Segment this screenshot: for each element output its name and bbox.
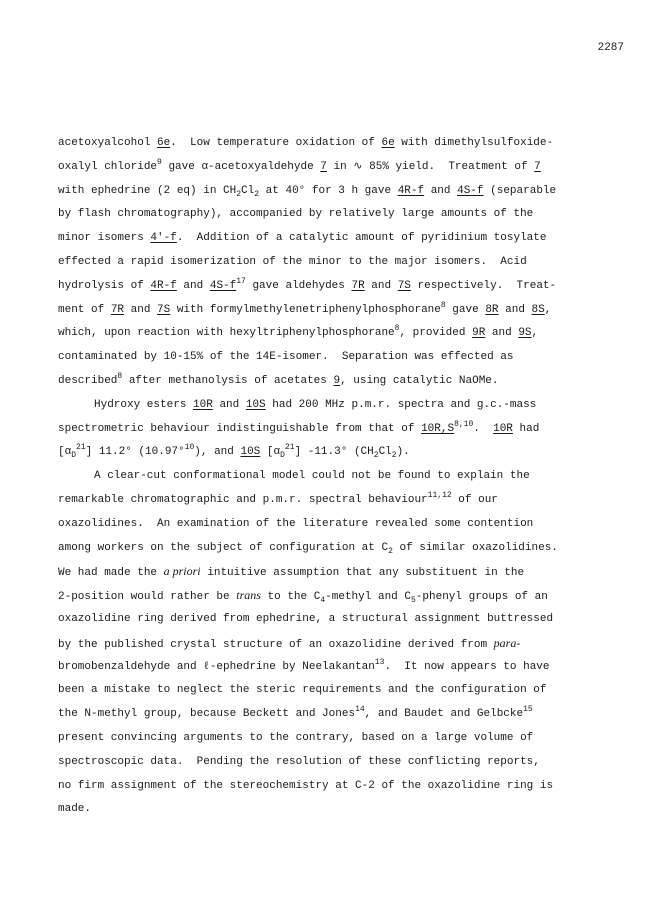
compound-label: 7 [534,160,541,173]
text-segment: [α [58,446,72,459]
text-line [58,299,618,323]
text-segment: spectrometric behaviour indistinguishable from that of [58,422,422,435]
text-segment: with ephedrine (2 eq) in CH [58,184,237,197]
superscript: 15 [523,705,533,715]
text-segment: respectively. Treat- [410,279,557,292]
text-segment: described [58,374,118,387]
compound-label: 4R-f [150,279,177,292]
text-segment: 2-position would rather be [58,591,237,604]
text-line [58,275,618,299]
compound-label: 10R [493,422,513,435]
text-segment: effected a rapid isomerization of the minor to the major isomers. Acid [58,255,527,268]
compound-label: 7S [397,279,411,292]
text-segment: ment of [58,303,111,316]
text-segment: ] 11.2° (10.97° [85,446,185,459]
superscript: 10 [184,443,195,453]
text-segment: with formylmethylenetriphenylphosphorane [170,303,441,316]
text-line [58,679,618,703]
text-segment: bromobenzaldehyde and ℓ-ephedrine by Neelakantan [58,660,375,673]
text-segment: and [176,279,210,292]
compound-label: 6e [381,137,395,149]
text-segment: in ∿ 85% yield. Treatment of [326,160,535,173]
text-segment: gave α-acetoxyaldehyde [161,160,321,173]
text-line [58,608,618,632]
text-segment: gave aldehydes [245,279,352,292]
text-segment: spectroscopic data. Pending the resolution of these conflicting reports, [58,755,540,768]
text-segment: to the C [260,591,321,604]
superscript: 21 [76,443,86,453]
subscript: 2 [236,189,242,199]
text-segment: oxazolidine ring derived from ephedrine, a structural assignment buttressed [58,612,554,625]
text-segment: and [364,279,398,292]
text-segment: of similar oxazolidines. [392,541,558,554]
italic-text: para- [493,635,521,650]
compound-label: 7R [110,303,125,316]
text-line [58,751,618,775]
compound-label: 4'-f [150,232,177,245]
compound-label: 7S [157,303,171,316]
text-segment: among workers on the subject of configuration at C [58,541,389,554]
subscript: 2 [373,451,379,461]
compound-label: 4R-f [397,184,425,197]
text-segment: Hydroxy esters [94,398,194,411]
subscript: 2 [391,451,397,461]
text-segment: . Low temperature oxidation of [170,137,382,149]
superscript: 11,12 [427,490,452,500]
text-line [58,537,618,561]
text-line [58,775,618,799]
superscript: 8 [117,371,123,381]
compound-label: 4S-f [457,184,484,197]
text-segment: [α [260,446,281,459]
text-segment: been a mistake to neglect the steric requirements and the configuration of [58,684,547,697]
text-segment: contaminated by 10-15% of the 14E-isomer. Separation was effected as [58,351,514,364]
text-segment: had [512,422,540,435]
text-segment: and [212,398,246,411]
italic-text: trans [236,588,261,603]
text-line [58,180,618,204]
subscript: 2 [254,189,260,199]
compound-label: 6e [157,137,171,149]
text-segment: remarkable chromatographic and p.m.r. spectral behaviour [58,493,428,506]
text-segment: of our [451,493,498,506]
text-segment: , using catalytic NaOMe. [340,374,499,387]
text-segment: , and Baudet and Gelbcke [364,708,524,721]
subscript: 4 [320,596,326,606]
compound-label: 9 [333,374,341,387]
superscript: 21 [284,443,295,453]
text-segment: , [531,327,539,340]
text-segment: intuitive assumption that any substituent in the [200,567,525,580]
compound-label: 8R [485,303,499,316]
text-line [58,632,618,656]
text-segment: and [485,327,519,340]
compound-label: 8S [531,303,545,316]
text-line [58,251,618,275]
text-line [58,489,618,513]
superscript: 14 [355,705,365,715]
text-line [58,560,618,584]
superscript: 8 [394,324,400,334]
text-segment: . [473,422,494,435]
subscript: 5 [410,596,416,606]
text-segment: , provided [399,327,473,340]
text-segment: ). [396,446,410,459]
text-segment: present convincing arguments to the contrary, based on a large volume of [58,731,534,744]
compound-label: 9S [518,327,532,340]
subscript: 2 [388,546,393,556]
compound-label: 10S [240,446,261,459]
text-segment: with dimethylsulfoxide- [394,137,554,149]
compound-label: 10R,S [421,422,455,435]
text-segment: , [544,303,552,316]
text-line [58,441,618,465]
subscript: D [280,451,285,461]
text-line [58,132,618,156]
text-segment: gave [445,303,486,316]
text-segment: made. [58,803,92,816]
text-segment: by the published crystal structure of an oxazolidine derived from [58,638,494,651]
text-segment: . It now appears to have [384,660,550,673]
text-line [58,322,618,346]
superscript: 9 [157,157,162,167]
text-segment: acetoxyalcohol [58,137,158,149]
text-segment: ] -11.3° (CH [294,446,374,459]
text-line [58,346,618,370]
text-segment: minor isomers [58,232,151,245]
text-segment: A clear-cut conformational model could not be found to explain the [94,470,530,483]
subscript: D [71,451,77,461]
text-line [58,727,618,751]
text-segment: oxalyl chloride [58,160,158,173]
compound-label: 4S-f [209,279,237,292]
superscript: 8 [440,300,446,310]
text-segment: -methyl and C [325,591,411,604]
text-line [58,656,618,680]
text-segment: hydrolysis of [58,279,151,292]
text-segment: and [124,303,158,316]
superscript: 13 [374,657,385,667]
text-segment: no firm assignment of the stereochemistry at C-2 of the oxazolidine ring is [58,779,554,792]
text-line [58,370,618,394]
page-number: 2287 [597,42,624,54]
text-line [58,584,618,608]
text-line [58,156,618,180]
text-segment: oxazolidines. An examination of the literature revealed some contention [58,517,534,530]
text-line [58,465,618,489]
text-segment: the N-methyl group, because Beckett and Jones [58,708,356,721]
text-line [58,227,618,251]
text-segment: at 40° for 3 h gave [259,184,398,197]
text-segment: (separable [483,184,557,197]
text-line [58,203,618,227]
compound-label: 10R [193,398,213,411]
text-segment: which, upon reaction with hexyltriphenylphosphorane [58,327,395,340]
italic-text: a priori [163,564,201,579]
text-segment: . Addition of a catalytic amount of pyridinium tosylate [176,232,547,245]
compound-label: 7R [351,279,365,292]
text-line [58,798,618,822]
text-segment: had 200 MHz p.m.r. spectra and g.c.-mass [265,398,537,411]
text-line [58,703,618,727]
body-text [58,132,618,822]
text-segment: ), and [194,446,241,459]
text-segment: after methanolysis of acetates [122,374,334,387]
text-line [58,513,618,537]
superscript: 17 [236,276,246,286]
text-segment: by flash chromatography), accompanied by relatively large amounts of the [58,208,534,221]
text-segment: and [498,303,532,316]
text-segment: and [424,184,458,197]
compound-label: 7 [320,160,327,173]
text-line [58,394,618,418]
text-segment: We had made the [58,567,164,580]
superscript: 8,10 [454,419,474,429]
text-segment: Cl [378,446,392,459]
compound-label: 10S [245,398,266,411]
text-segment: Cl [241,184,255,197]
text-line [58,418,618,442]
text-segment: -phenyl groups of an [415,591,548,604]
compound-label: 9R [472,327,486,340]
